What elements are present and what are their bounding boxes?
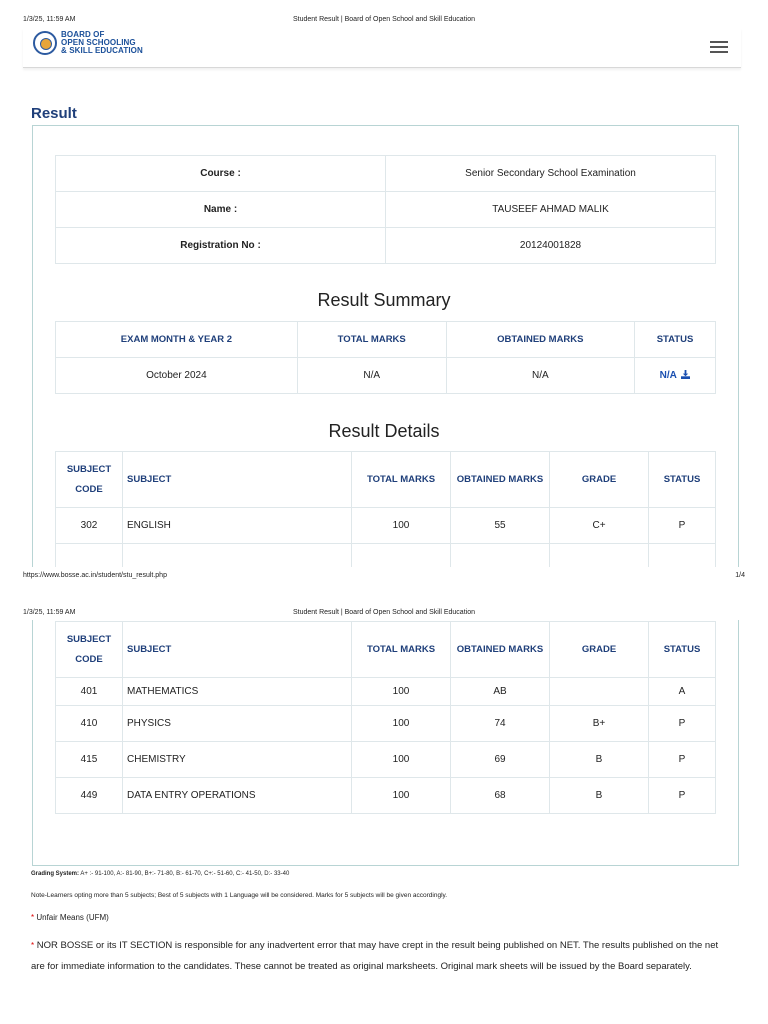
name-label: Name : <box>56 192 386 228</box>
asterisk-icon: * <box>31 941 35 950</box>
grade: B+ <box>550 706 649 742</box>
registration-value: 20124001828 <box>386 228 716 264</box>
selection-note: Note-Learners opting more than 5 subjects; Best of 5 subjects with 1 Language will be considered. Marks for 5 subjects will be given accordingly. <box>31 892 448 899</box>
subject-code: 415 <box>56 742 123 778</box>
header-grade: GRADE <box>550 452 649 508</box>
table-row <box>56 778 716 814</box>
course-label: Course : <box>56 156 386 192</box>
obtained-marks: 55 <box>451 508 550 544</box>
summary-exam: October 2024 <box>56 358 298 394</box>
summary-header-exam: EXAM MONTH & YEAR 2 <box>56 322 298 358</box>
header-obtained-marks: OBTAINED MARKS <box>451 622 550 678</box>
result-summary-table <box>55 321 716 394</box>
total-marks: 100 <box>352 508 451 544</box>
result-summary-title: Result Summary <box>317 290 451 310</box>
subject-name: ENGLISH <box>123 508 352 544</box>
summary-header-obtained: OBTAINED MARKS <box>446 322 634 358</box>
status: P <box>649 742 716 778</box>
site-logo[interactable] <box>33 31 143 55</box>
print-datetime: 1/3/25, 11:59 AM <box>23 609 76 616</box>
summary-status-link[interactable] <box>660 370 691 381</box>
summary-header-total: TOTAL MARKS <box>297 322 446 358</box>
ufm-text: Unfair Means (UFM) <box>36 913 109 922</box>
status: P <box>649 778 716 814</box>
print-url: https://www.bosse.ac.in/student/stu_result.php <box>23 572 167 579</box>
total-marks: 100 <box>352 778 451 814</box>
grade: B <box>550 778 649 814</box>
header-subject-code: SUBJECT CODE <box>56 452 123 508</box>
subject-name: PHYSICS <box>123 706 352 742</box>
seal-icon <box>33 31 57 55</box>
asterisk-icon: * <box>31 913 35 922</box>
header-grade: GRADE <box>550 622 649 678</box>
grading-label: Grading System: <box>31 871 80 877</box>
logo-line-3: & SKILL EDUCATION <box>61 46 143 55</box>
status: P <box>649 706 716 742</box>
result-details-table-continued <box>55 621 716 814</box>
total-marks: 100 <box>352 742 451 778</box>
total-marks: 100 <box>352 678 451 706</box>
subject-code: 449 <box>56 778 123 814</box>
subject-name: DATA ENTRY OPERATIONS <box>123 778 352 814</box>
grade: B <box>550 742 649 778</box>
registration-label: Registration No : <box>56 228 386 264</box>
table-row <box>56 544 716 568</box>
grade: C+ <box>550 508 649 544</box>
summary-obtained: N/A <box>446 358 634 394</box>
table-row <box>56 508 716 544</box>
subject-name: MATHEMATICS <box>123 678 352 706</box>
subject-code: 302 <box>56 508 123 544</box>
result-details-title: Result Details <box>328 421 440 441</box>
print-page-title: Student Result | Board of Open School and Skill Education <box>293 609 475 616</box>
student-info-table <box>55 155 716 264</box>
header-subject: SUBJECT <box>123 622 352 678</box>
ufm-note <box>31 913 109 922</box>
summary-status: N/A <box>659 370 677 381</box>
disclaimer <box>31 935 731 977</box>
table-row <box>56 358 716 394</box>
result-details-table <box>55 451 716 567</box>
obtained-marks: 68 <box>451 778 550 814</box>
grading-text: A+ :- 91-100, A:- 81-90, B+:- 71-80, B:- 61-70, C+:- 51-60, C:- 41-50, D:- 33-40 <box>80 871 290 877</box>
summary-status-cell <box>634 358 715 394</box>
course-value: Senior Secondary School Examination <box>386 156 716 192</box>
table-row <box>56 192 716 228</box>
obtained-marks: 74 <box>451 706 550 742</box>
logo-line-1: BOARD OF <box>61 30 105 39</box>
header-status: STATUS <box>649 452 716 508</box>
table-header-row <box>56 622 716 678</box>
grade <box>550 678 649 706</box>
subject-code: 410 <box>56 706 123 742</box>
print-header-2 <box>0 605 768 619</box>
header-subject: SUBJECT <box>123 452 352 508</box>
status: P <box>649 508 716 544</box>
header-obtained-marks: OBTAINED MARKS <box>451 452 550 508</box>
site-header <box>23 28 741 68</box>
summary-header-status: STATUS <box>634 322 715 358</box>
summary-total: N/A <box>297 358 446 394</box>
total-marks: 100 <box>352 706 451 742</box>
subject-name: CHEMISTRY <box>123 742 352 778</box>
logo-line-2: OPEN SCHOOLING <box>61 38 136 47</box>
print-page-title: Student Result | Board of Open School and Skill Education <box>293 16 475 23</box>
table-row <box>56 706 716 742</box>
print-page-number: 1/4 <box>735 572 745 579</box>
header-total-marks: TOTAL MARKS <box>352 622 451 678</box>
header-total-marks: TOTAL MARKS <box>352 452 451 508</box>
status: A <box>649 678 716 706</box>
name-value: TAUSEEF AHMAD MALIK <box>386 192 716 228</box>
table-row <box>56 678 716 706</box>
table-header-row <box>56 452 716 508</box>
hamburger-menu-icon[interactable] <box>710 41 728 54</box>
table-row <box>56 228 716 264</box>
header-subject-code: SUBJECT CODE <box>56 622 123 678</box>
disclaimer-text: NOR BOSSE or its IT SECTION is responsible for any inadvertent error that may have crept in the result being published on NET. The results published on the net are for immediate information to the candidates. These cannot be treated as original marksheets. Original mark sheets will be issued by the Board separately. <box>31 940 719 972</box>
print-datetime: 1/3/25, 11:59 AM <box>23 16 76 23</box>
table-header-row <box>56 322 716 358</box>
subject-code: 401 <box>56 678 123 706</box>
grading-system <box>31 871 289 877</box>
obtained-marks: AB <box>451 678 550 706</box>
table-row <box>56 156 716 192</box>
table-row <box>56 742 716 778</box>
download-icon <box>681 370 690 379</box>
obtained-marks: 69 <box>451 742 550 778</box>
header-status: STATUS <box>649 622 716 678</box>
page-title: Result <box>31 105 77 122</box>
